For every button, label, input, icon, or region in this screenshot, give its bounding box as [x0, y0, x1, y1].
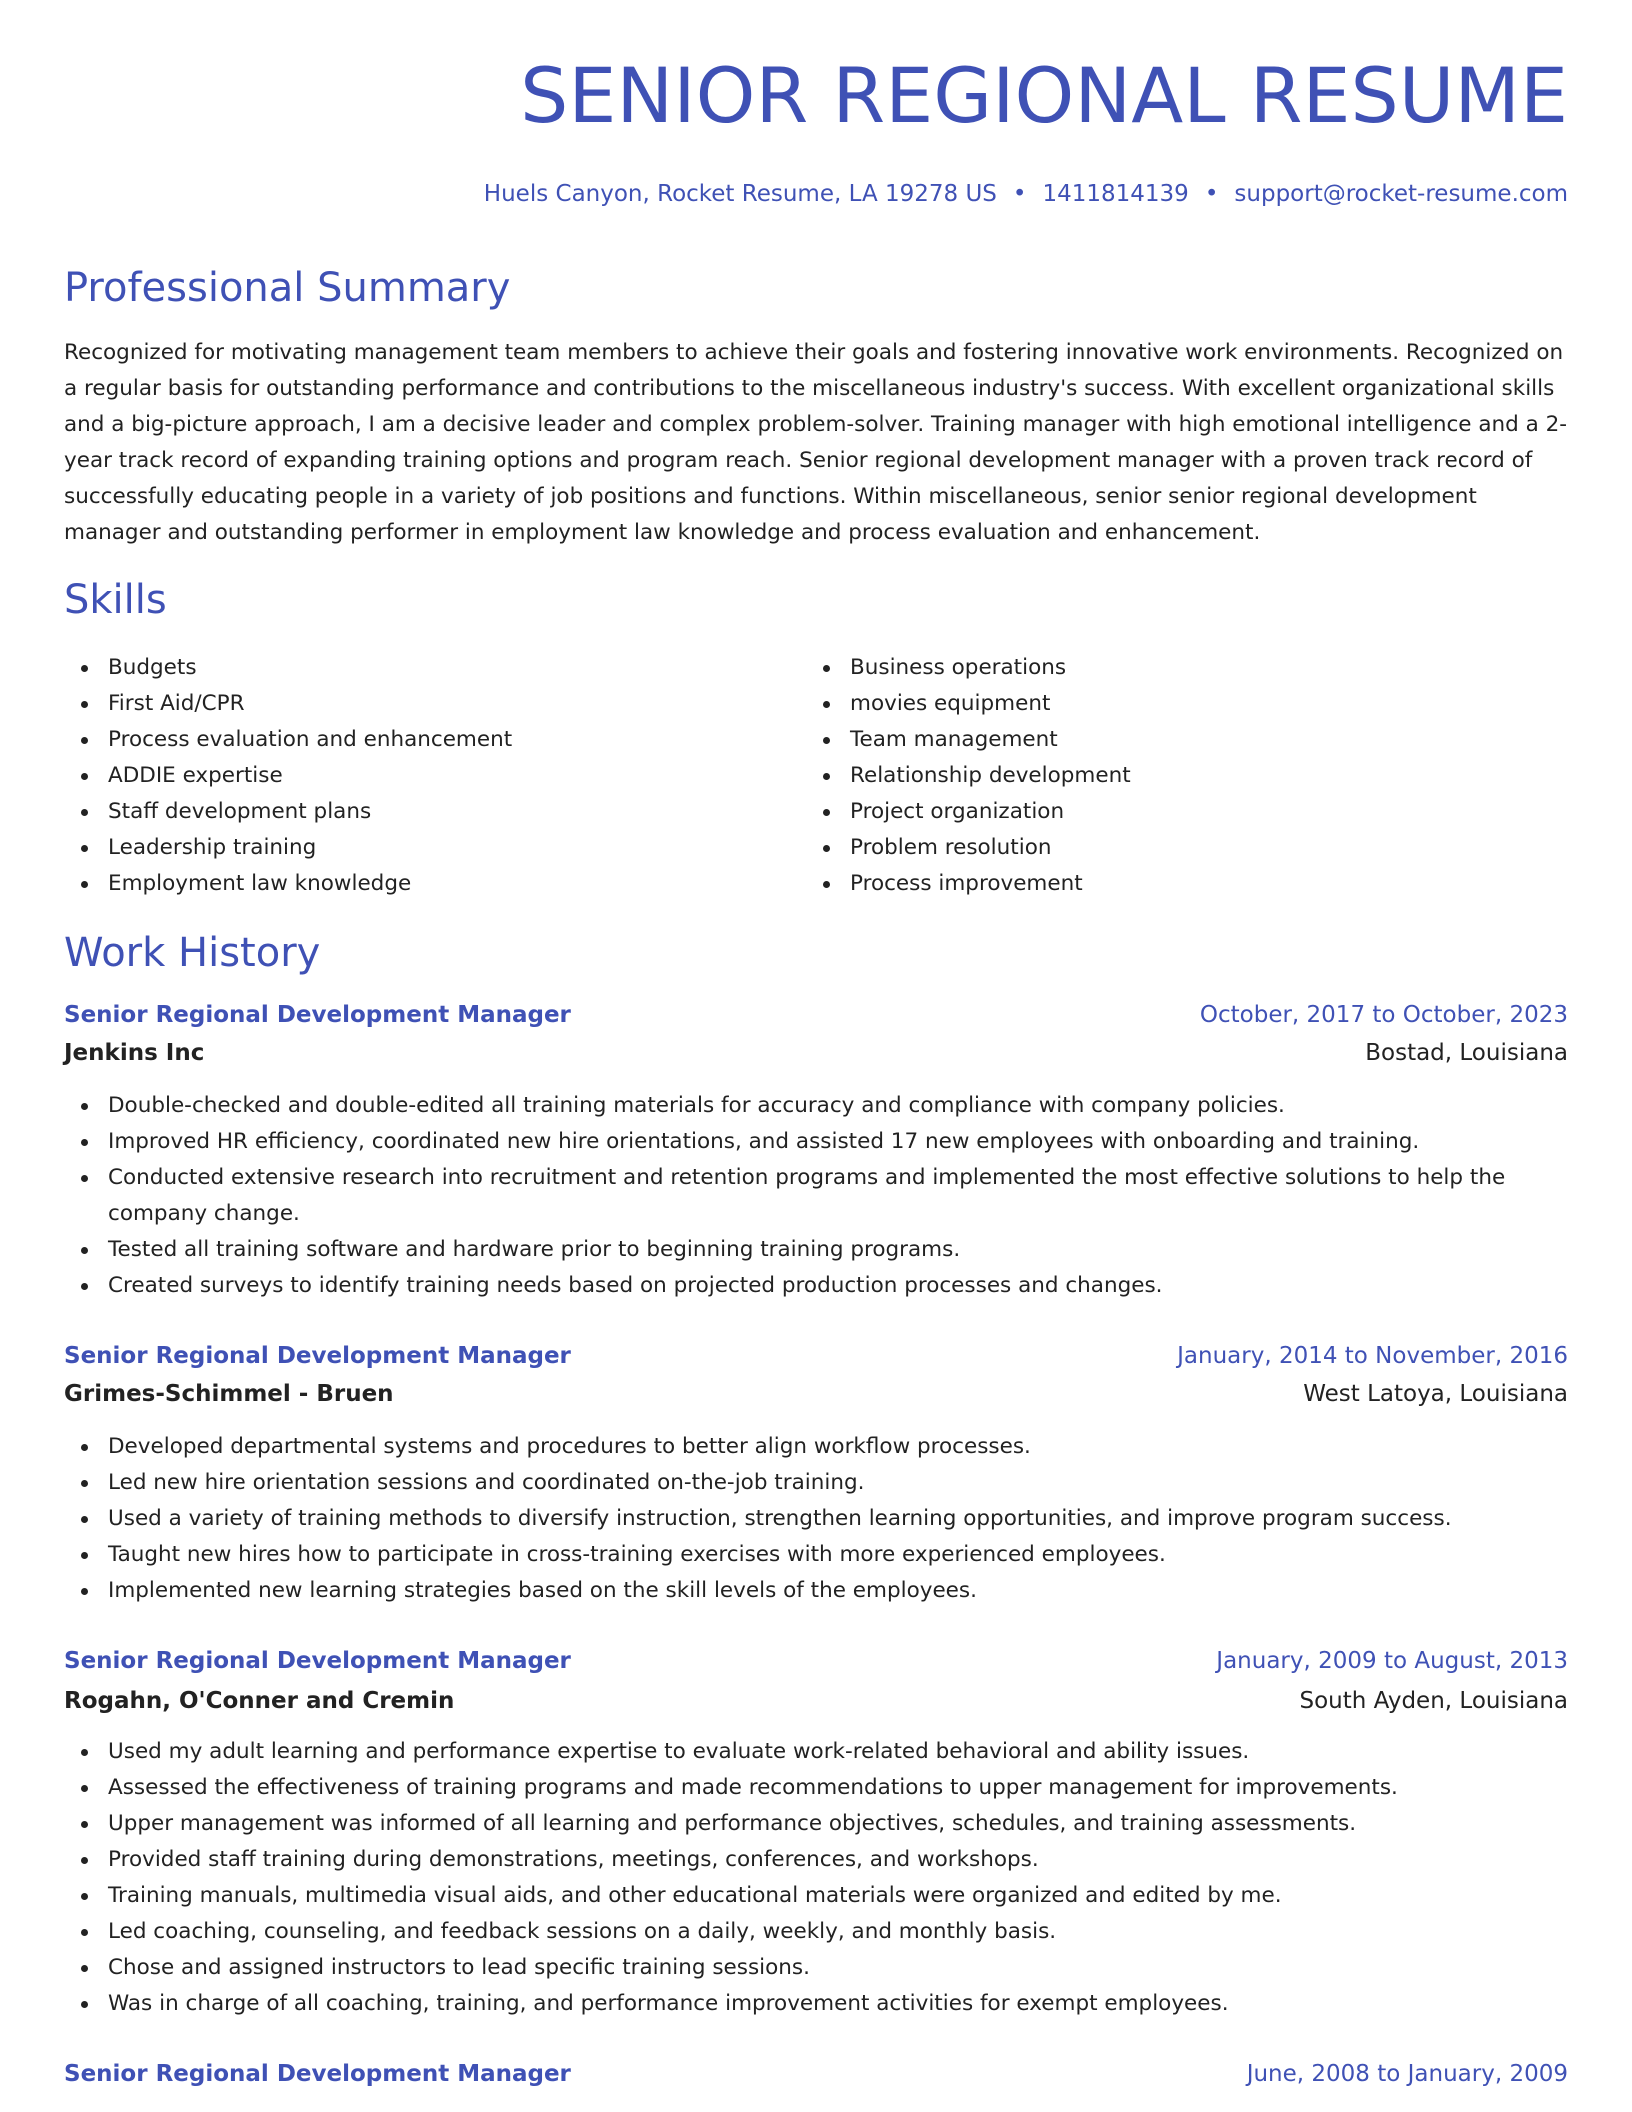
- job-bullet: [64, 1573, 1568, 1609]
- job-bullet-text: Used a variety of training methods to diversify instruction, strengthen learning opportunities, and improve program success.: [108, 1506, 1452, 1531]
- skill-label: Leadership training: [108, 835, 317, 860]
- summary-text: Recognized for motivating management team members to achieve their goals and fostering innovative work environments. Recognized on a regular basis for outstanding performance and contributions to the miscellaneous industry's success. With excellent organizational skills and a big-picture approach, I am a decisive leader and complex problem-solver. Training manager with high emotional intelligence and a 2-year track record of expanding training options and program reach. Senior regional development manager with a proven track record of successfully educating people in a variety of job positions and functions. Within miscellaneous, senior senior regional development manager and outstanding performer in employment law knowledge and process evaluation and enhancement.: [64, 340, 1568, 545]
- job-bullet: [64, 1914, 1568, 1950]
- job-bullet-text: Chose and assigned instructors to lead specific training sessions.: [108, 1955, 810, 1980]
- skill-label: ADDIE expertise: [108, 763, 283, 788]
- job-bullet-text: Created surveys to identify training needs based on projected production processes and changes.: [108, 1273, 1163, 1298]
- skill-item: [806, 686, 1566, 722]
- job-bullet-text: Implemented new learning strategies based on the skill levels of the employees.: [108, 1578, 977, 1603]
- job-bullet-text: Provided staff training during demonstrations, meetings, conferences, and workshops.: [108, 1847, 1039, 1872]
- job-bullet: [64, 1986, 1568, 2022]
- job-bullet: [64, 1160, 1568, 1232]
- job-company: Jenkins Inc: [64, 1040, 205, 1066]
- job-bullet-text: Taught new hires how to participate in cross-training exercises with more experienced employees.: [108, 1542, 1166, 1567]
- skill-item: [806, 650, 1566, 686]
- job-bullet-text: Was in charge of all coaching, training, and performance improvement activities for exempt employees.: [108, 1991, 1229, 2016]
- job-bullet: [64, 1088, 1568, 1124]
- bullet-dot: [81, 1821, 88, 1828]
- bullet-dot: [823, 701, 830, 708]
- skill-item: [806, 866, 1566, 902]
- bullet-dot: [81, 1785, 88, 1792]
- job-bullets: [64, 1429, 1568, 1609]
- bullet-dot: [81, 1929, 88, 1936]
- skill-item: [64, 794, 784, 830]
- skill-label: Process evaluation and enhancement: [108, 727, 513, 752]
- bullet-dot: [81, 1893, 88, 1900]
- job-bullets: [64, 1088, 1568, 1304]
- job-bullet-text: Developed departmental systems and procedures to better align workflow processes.: [108, 1434, 1031, 1459]
- skill-item: [64, 830, 784, 866]
- job-bullet: [64, 1950, 1568, 1986]
- bullet-dot: [81, 1516, 88, 1523]
- job-dates: January, 2014 to November, 2016: [1177, 1343, 1568, 1369]
- bullet-dot: [81, 1588, 88, 1595]
- job-dates: January, 2009 to August, 2013: [1216, 1648, 1568, 1674]
- job-bullet: [64, 1734, 1568, 1770]
- bullet-dot: [823, 737, 830, 744]
- job-title: Senior Regional Development Manager: [64, 1343, 571, 1369]
- job-bullet-text: Used my adult learning and performance expertise to evaluate work-related behavioral and ability issues.: [108, 1739, 1250, 1764]
- job-dates: October, 2017 to October, 2023: [1199, 1002, 1568, 1028]
- job-bullet: [64, 1501, 1568, 1537]
- skills-list-right: [806, 650, 1566, 902]
- skill-item: [64, 866, 784, 902]
- contact-separator: •: [1012, 181, 1027, 207]
- contact-email[interactable]: support@rocket-resume.com: [1234, 181, 1568, 207]
- job-bullet-text: Led coaching, counseling, and feedback sessions on a daily, weekly, and monthly basis.: [108, 1919, 1057, 1944]
- job-bullet: [64, 1878, 1568, 1914]
- bullet-dot: [81, 1283, 88, 1290]
- skill-item: [64, 650, 784, 686]
- job-bullet: [64, 1537, 1568, 1573]
- job-title: Senior Regional Development Manager: [64, 1002, 571, 1028]
- job-bullets: [64, 1734, 1568, 2022]
- skill-item: [806, 830, 1566, 866]
- bullet-dot: [81, 1480, 88, 1487]
- skill-label: First Aid/CPR: [108, 691, 245, 716]
- contact-address: Huels Canyon, Rocket Resume, LA 19278 US: [483, 181, 997, 207]
- skill-label: Budgets: [108, 655, 197, 680]
- contact-separator: •: [1204, 181, 1219, 207]
- skill-label: Process improvement: [850, 871, 1083, 896]
- job-title: Senior Regional Development Manager: [64, 1648, 571, 1674]
- job-bullet: [64, 1465, 1568, 1501]
- job-bullet-text: Tested all training software and hardware prior to beginning training programs.: [108, 1237, 961, 1262]
- bullet-dot: [823, 845, 830, 852]
- skill-item: [64, 686, 784, 722]
- bullet-dot: [81, 1965, 88, 1972]
- job-bullet-text: Conducted extensive research into recruitment and retention programs and implemented the most effective solutions to help the company change.: [108, 1165, 1506, 1226]
- skill-label: Team management: [850, 727, 1058, 752]
- job-bullet-text: Upper management was informed of all learning and performance objectives, schedules, and training assessments.: [108, 1811, 1357, 1836]
- skills-heading: Skills: [64, 577, 167, 623]
- resume-title: SENIOR REGIONAL RESUME: [520, 51, 1568, 140]
- job-bullet: [64, 1806, 1568, 1842]
- bullet-dot: [823, 773, 830, 780]
- bullet-dot: [823, 665, 830, 672]
- skill-label: Project organization: [850, 799, 1065, 824]
- job-bullet: [64, 1124, 1568, 1160]
- skill-label: movies equipment: [850, 691, 1051, 716]
- job-dates: June, 2008 to January, 2009: [1246, 2061, 1568, 2087]
- skill-label: Staff development plans: [108, 799, 372, 824]
- bullet-dot: [81, 845, 88, 852]
- bullet-dot: [81, 1552, 88, 1559]
- job-bullet-text: Improved HR efficiency, coordinated new hire orientations, and assisted 17 new employees with onboarding and training.: [108, 1129, 1420, 1154]
- job-location: Bostad, Louisiana: [1365, 1040, 1568, 1066]
- skill-label: Problem resolution: [850, 835, 1052, 860]
- job-location: South Ayden, Louisiana: [1299, 1688, 1568, 1714]
- job-bullet: [64, 1429, 1568, 1465]
- bullet-dot: [81, 1857, 88, 1864]
- bullet-dot: [81, 1247, 88, 1254]
- skill-item: [64, 758, 784, 794]
- job-company: Grimes-Schimmel - Bruen: [64, 1381, 394, 1407]
- bullet-dot: [81, 701, 88, 708]
- job-bullet: [64, 1842, 1568, 1878]
- job-bullet: [64, 1232, 1568, 1268]
- job-title: Senior Regional Development Manager: [64, 2061, 571, 2087]
- skill-item: [806, 794, 1566, 830]
- bullet-dot: [81, 2001, 88, 2008]
- contact-phone: 1411814139: [1042, 181, 1189, 207]
- bullet-dot: [81, 737, 88, 744]
- work-history-heading: Work History: [64, 930, 321, 976]
- skill-item: [806, 758, 1566, 794]
- job-bullet-text: Double-checked and double-edited all training materials for accuracy and compliance with company policies.: [108, 1093, 1285, 1118]
- summary-heading: Professional Summary: [64, 265, 511, 311]
- bullet-dot: [823, 809, 830, 816]
- bullet-dot: [81, 1139, 88, 1146]
- skills-list-left: [64, 650, 784, 902]
- job-company: Rogahn, O'Conner and Cremin: [64, 1688, 455, 1714]
- skill-item: [64, 722, 784, 758]
- bullet-dot: [81, 1444, 88, 1451]
- bullet-dot: [81, 773, 88, 780]
- job-bullet-text: Led new hire orientation sessions and coordinated on-the-job training.: [108, 1470, 865, 1495]
- bullet-dot: [81, 1175, 88, 1182]
- bullet-dot: [81, 809, 88, 816]
- bullet-dot: [81, 665, 88, 672]
- bullet-dot: [823, 881, 830, 888]
- contact-line: [484, 183, 1568, 206]
- job-bullet: [64, 1268, 1568, 1304]
- bullet-dot: [81, 1103, 88, 1110]
- bullet-dot: [81, 1749, 88, 1756]
- skill-label: Employment law knowledge: [108, 871, 412, 896]
- job-bullet-text: Training manuals, multimedia visual aids, and other educational materials were organized and edited by me.: [108, 1883, 1282, 1908]
- skill-item: [806, 722, 1566, 758]
- bullet-dot: [81, 881, 88, 888]
- job-bullet-text: Assessed the effectiveness of training programs and made recommendations to upper management for improvements.: [108, 1775, 1398, 1800]
- job-bullet: [64, 1770, 1568, 1806]
- skill-label: Relationship development: [850, 763, 1131, 788]
- job-location: West Latoya, Louisiana: [1303, 1381, 1568, 1407]
- skill-label: Business operations: [850, 655, 1067, 680]
